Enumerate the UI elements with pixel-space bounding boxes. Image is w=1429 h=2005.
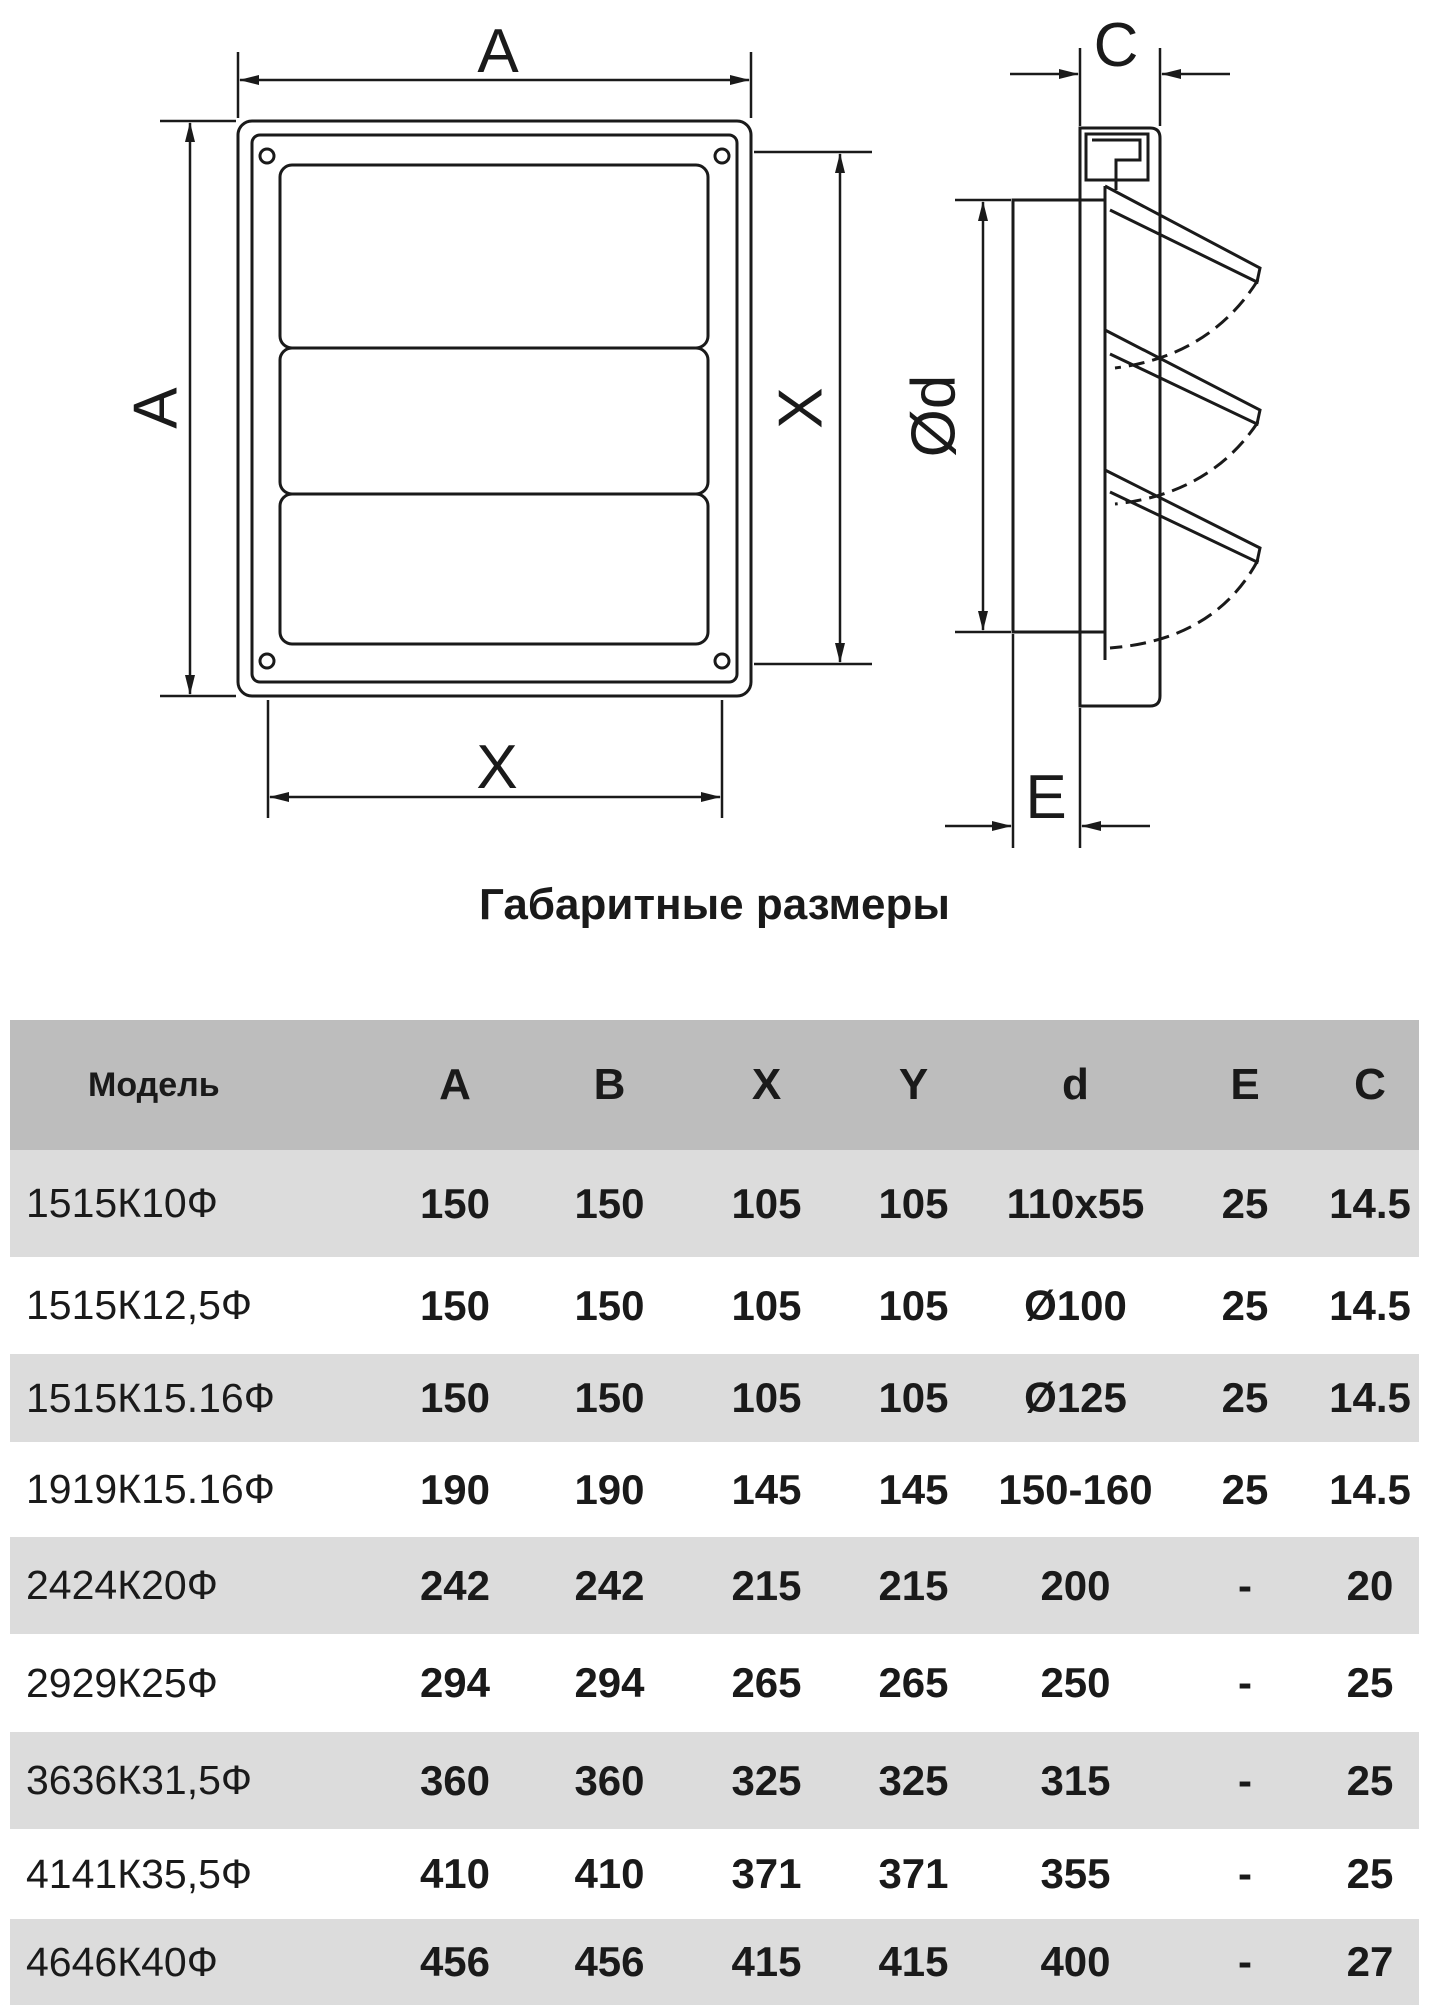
header-model: Модель (10, 1020, 379, 1150)
cell-e: - (1169, 1634, 1321, 1732)
cell-e: - (1169, 1829, 1321, 1919)
cell-b: 150 (531, 1257, 688, 1354)
header-c: C (1321, 1020, 1419, 1150)
cell-d: 400 (982, 1919, 1169, 2005)
cell-e: - (1169, 1919, 1321, 2005)
cell-x: 325 (688, 1732, 845, 1829)
dim-label-a-top: A (477, 17, 519, 86)
table-row (10, 1732, 1419, 1829)
cell-a: 190 (379, 1442, 531, 1537)
cell-b: 294 (531, 1634, 688, 1732)
dim-label-d: Ød (899, 374, 969, 458)
model-cell: 2424К20Ф (10, 1537, 379, 1634)
front-view (238, 121, 751, 696)
cell-a: 410 (379, 1829, 531, 1919)
dimension-drawing (0, 0, 1429, 880)
cell-b: 360 (531, 1732, 688, 1829)
cell-e: 25 (1169, 1150, 1321, 1257)
dim-label-x-right: X (766, 387, 836, 429)
caption: Габаритные размеры (479, 880, 950, 929)
table-row (10, 1919, 1419, 2005)
cell-a: 150 (379, 1354, 531, 1442)
cell-y: 371 (845, 1829, 982, 1919)
cell-c: 25 (1321, 1732, 1419, 1829)
cell-d: 315 (982, 1732, 1169, 1829)
cell-y: 415 (845, 1919, 982, 2005)
table-row (10, 1537, 1419, 1634)
cell-y: 105 (845, 1257, 982, 1354)
cell-y: 105 (845, 1354, 982, 1442)
cell-b: 456 (531, 1919, 688, 2005)
front-dimensions (160, 52, 872, 818)
header-b: B (531, 1020, 688, 1150)
header-y: Y (845, 1020, 982, 1150)
cell-d: 250 (982, 1634, 1169, 1732)
cell-y: 215 (845, 1537, 982, 1634)
cell-e: 25 (1169, 1354, 1321, 1442)
model-cell: 4646К40Ф (10, 1919, 379, 2005)
cell-c: 14.5 (1321, 1442, 1419, 1537)
table-header-row (10, 1020, 1419, 1150)
cell-x: 105 (688, 1354, 845, 1442)
header-a: A (379, 1020, 531, 1150)
cell-d: Ø125 (982, 1354, 1169, 1442)
model-cell: 1515К10Ф (10, 1150, 379, 1257)
cell-c: 25 (1321, 1829, 1419, 1919)
header-d: d (982, 1020, 1169, 1150)
model-cell: 4141К35,5Ф (10, 1829, 379, 1919)
cell-d: 150-160 (982, 1442, 1169, 1537)
cell-c: 27 (1321, 1919, 1419, 2005)
cell-d: 110x55 (982, 1150, 1169, 1257)
cell-d: Ø100 (982, 1257, 1169, 1354)
cell-a: 150 (379, 1150, 531, 1257)
model-cell: 3636К31,5Ф (10, 1732, 379, 1829)
cell-d: 200 (982, 1537, 1169, 1634)
cell-y: 145 (845, 1442, 982, 1537)
cell-x: 371 (688, 1829, 845, 1919)
cell-a: 242 (379, 1537, 531, 1634)
cell-x: 265 (688, 1634, 845, 1732)
cell-b: 190 (531, 1442, 688, 1537)
cell-a: 150 (379, 1257, 531, 1354)
cell-e: 25 (1169, 1442, 1321, 1537)
side-view (1013, 128, 1260, 706)
table-row (10, 1634, 1419, 1732)
cell-x: 105 (688, 1257, 845, 1354)
cell-x: 105 (688, 1150, 845, 1257)
dim-label-e: E (1025, 763, 1067, 832)
cell-a: 456 (379, 1919, 531, 2005)
header-e: E (1169, 1020, 1321, 1150)
model-cell: 2929К25Ф (10, 1634, 379, 1732)
cell-y: 265 (845, 1634, 982, 1732)
cell-y: 105 (845, 1150, 982, 1257)
model-cell: 1515К12,5Ф (10, 1257, 379, 1354)
cell-b: 242 (531, 1537, 688, 1634)
cell-b: 150 (531, 1150, 688, 1257)
cell-b: 410 (531, 1829, 688, 1919)
cell-c: 14.5 (1321, 1150, 1419, 1257)
cell-e: - (1169, 1537, 1321, 1634)
cell-e: 25 (1169, 1257, 1321, 1354)
cell-d: 355 (982, 1829, 1169, 1919)
dim-label-c: C (1093, 11, 1139, 80)
dim-label-a-left: A (121, 387, 191, 429)
cell-e: - (1169, 1732, 1321, 1829)
table-row (10, 1354, 1419, 1442)
cell-a: 294 (379, 1634, 531, 1732)
dimensions-table (10, 1020, 1419, 2005)
header-x: X (688, 1020, 845, 1150)
table-row (10, 1150, 1419, 1257)
cell-x: 215 (688, 1537, 845, 1634)
cell-c: 14.5 (1321, 1354, 1419, 1442)
cell-c: 20 (1321, 1537, 1419, 1634)
cell-a: 360 (379, 1732, 531, 1829)
cell-b: 150 (531, 1354, 688, 1442)
table-row (10, 1442, 1419, 1537)
model-cell: 1919К15.16Ф (10, 1442, 379, 1537)
cell-c: 14.5 (1321, 1257, 1419, 1354)
cell-x: 145 (688, 1442, 845, 1537)
dim-label-x-bottom: X (476, 733, 518, 802)
table-row (10, 1257, 1419, 1354)
cell-y: 325 (845, 1732, 982, 1829)
table-row (10, 1829, 1419, 1919)
model-cell: 1515К15.16Ф (10, 1354, 379, 1442)
cell-x: 415 (688, 1919, 845, 2005)
cell-c: 25 (1321, 1634, 1419, 1732)
